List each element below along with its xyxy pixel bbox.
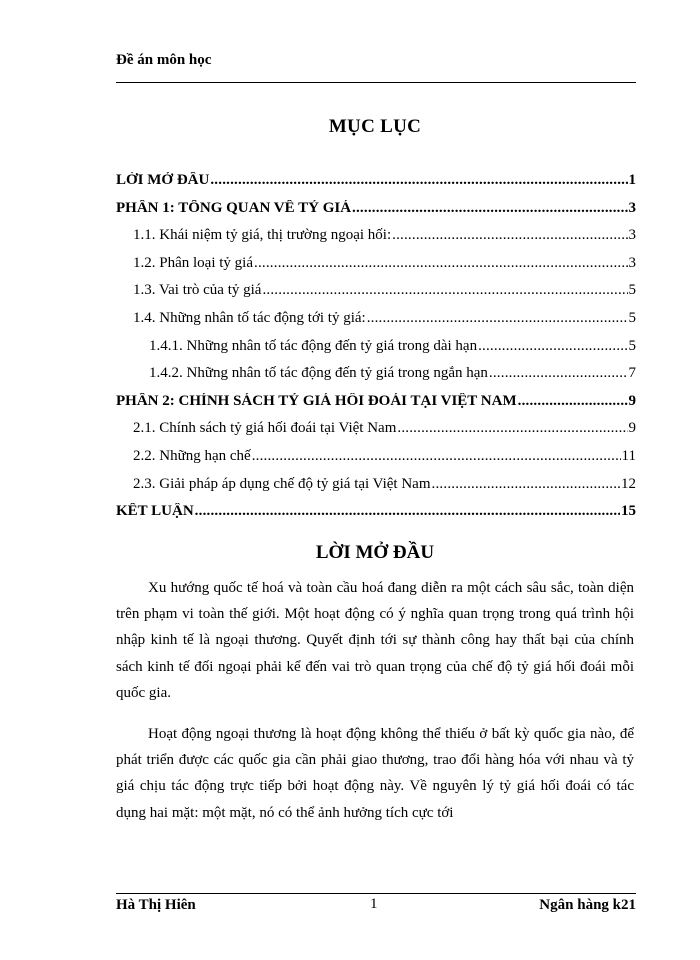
toc-entry-page: 3	[628, 227, 636, 244]
toc-entry[interactable]	[116, 503, 636, 531]
footer-author: Hà Thị Hiên	[116, 897, 196, 913]
footer-divider	[116, 893, 636, 894]
toc-entry[interactable]	[116, 227, 636, 255]
toc-leader-dots	[367, 310, 628, 327]
toc-entry[interactable]	[116, 255, 636, 283]
toc-entry[interactable]	[116, 420, 636, 448]
toc-entry[interactable]	[116, 282, 636, 310]
toc-entry-label: 1.4.2. Những nhân tố tác động đến tỷ giá trong ngắn hạn	[149, 365, 488, 382]
toc-entry-label: 2.3. Giải pháp áp dụng chế độ tỷ giá tại Việt Nam	[133, 475, 431, 492]
toc-leader-dots	[352, 200, 627, 217]
toc-leader-dots	[489, 365, 628, 382]
toc-entry-page: 3	[628, 199, 636, 216]
toc-entry-page: 1	[628, 172, 636, 188]
toc-entry-label: LỜI MỞ ĐẦU	[116, 172, 210, 188]
toc-entry-label: 1.2. Phân loại tỷ giá	[133, 254, 253, 271]
toc-entry[interactable]	[116, 172, 636, 200]
footer-page-number: 1	[370, 896, 378, 912]
header-title: Đề án môn học	[116, 52, 212, 68]
toc-entry-page: 5	[628, 309, 636, 326]
toc-leader-dots	[252, 448, 621, 465]
intro-heading: LỜI MỞ ĐẦU	[315, 542, 435, 563]
toc-entry[interactable]	[116, 338, 636, 366]
footer-class: Ngân hàng k21	[539, 897, 636, 913]
toc-entry-page: 9	[628, 392, 636, 409]
toc-entry-label: KẾT LUẬN	[116, 503, 194, 520]
toc-leader-dots	[478, 338, 627, 355]
toc-entry-label: 1.3. Vai trò của tỷ giá	[133, 282, 262, 299]
toc-entry-page: 3	[628, 254, 636, 271]
intro-body	[116, 575, 634, 841]
toc-entry[interactable]	[116, 365, 636, 393]
toc-entry[interactable]	[116, 200, 636, 228]
toc-entry[interactable]	[116, 476, 636, 504]
toc-entry-page: 12	[621, 475, 636, 492]
toc-entry[interactable]	[116, 448, 636, 476]
intro-paragraph: Xu hướng quốc tế hoá và toàn cầu hoá đang diễn ra một cách sâu sắc, toàn diện trên phạm vi toàn thế giới. Một hoạt động có ý nghĩa quan trọng trong quá trình hội nhập kinh tế là ngoại thương. Quyết định tới sự thành công hay thất bại của chính sách kinh tế đối ngoại phải kể đến vai trò quan trọng của chế độ tỷ giá hối đoái mỗi quốc gia.	[116, 580, 634, 701]
toc-entry-label: PHẦN 2: CHÍNH SÁCH TỶ GIÁ HỐI ĐOÁI TẠI VIỆT NAM	[116, 392, 517, 409]
toc-leader-dots	[262, 282, 627, 299]
toc-entry-label: 1.4. Những nhân tố tác động tới tỷ giá:	[133, 309, 366, 326]
toc-entry-label: 1.1. Khái niệm tỷ giá, thị trường ngoại hối:	[133, 227, 392, 244]
toc-entry[interactable]	[116, 393, 636, 421]
toc-entry-page: 9	[628, 420, 636, 437]
toc-entry-page: 5	[628, 337, 636, 354]
toc-heading: MỤC LỤC	[328, 116, 422, 137]
header-divider	[116, 82, 636, 83]
toc-leader-dots	[210, 172, 627, 189]
toc-leader-dots	[195, 503, 620, 520]
toc-entry-label: PHẦN 1: TỔNG QUAN VỀ TỶ GIÁ	[116, 199, 352, 216]
intro-paragraph: Hoạt động ngoại thương là hoạt động không thể thiếu ở bất kỳ quốc gia nào, để phát triển được các quốc gia cần phải giao thương, trao đổi hàng hóa với nhau và tỷ giá chịu tác động trực tiếp bởi hoạt động này. Về nguyên lý tỷ giá hối đoái có tác dụng hai mặt: một mặt, nó có thể ảnh hưởng tích cực tới	[116, 726, 634, 821]
toc-entry-label: 2.2. Những hạn chế	[133, 447, 251, 464]
toc-entry-page: 5	[628, 282, 636, 299]
toc-entry-page: 11	[621, 447, 636, 464]
table-of-contents	[116, 172, 636, 531]
toc-leader-dots	[397, 420, 627, 437]
toc-entry-label: 2.1. Chính sách tỷ giá hối đoái tại Việt Nam	[133, 420, 397, 437]
toc-entry-page: 7	[628, 365, 636, 382]
toc-entry-label: 1.4.1. Những nhân tố tác động đến tỷ giá trong dài hạn	[149, 337, 478, 354]
toc-leader-dots	[392, 227, 627, 244]
toc-leader-dots	[254, 255, 628, 272]
toc-leader-dots	[518, 393, 628, 410]
toc-leader-dots	[432, 476, 620, 493]
toc-entry-page: 15	[621, 503, 636, 520]
toc-entry[interactable]	[116, 310, 636, 338]
